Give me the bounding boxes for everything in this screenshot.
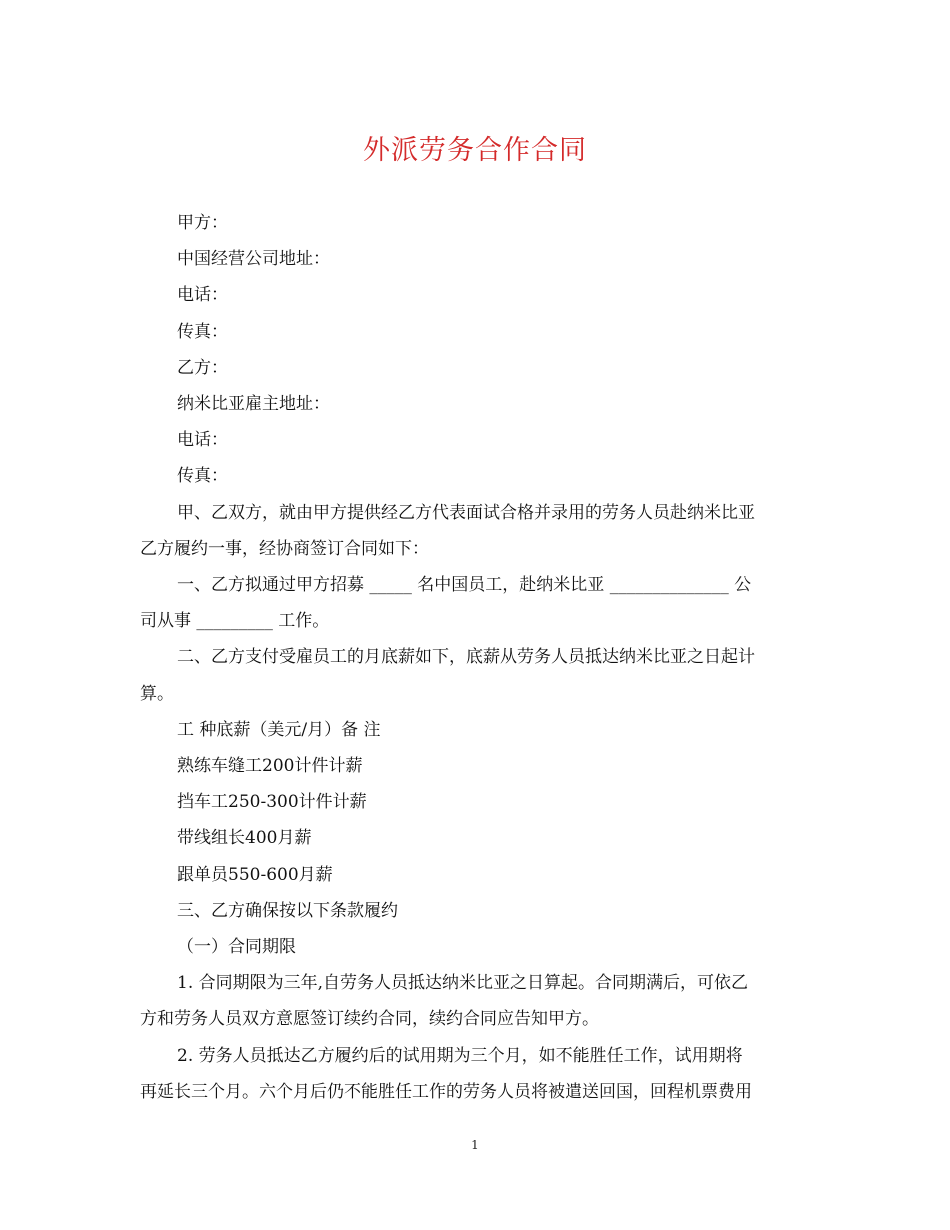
document-line: 甲方： xyxy=(177,213,228,233)
document-line: 方和劳务人员双方意愿签订续约合同，续约合同应告知甲方。 xyxy=(140,1009,599,1030)
page-number: 1 xyxy=(471,1138,479,1152)
document-line: 电话： xyxy=(177,285,228,306)
document-line: 中国经营公司地址： xyxy=(177,249,330,270)
document-line: 跟单员550-600月薪 xyxy=(177,864,333,885)
document-line: 1. 合同期限为三年,自劳务人员抵达纳米比亚之日算起。合同期满后，可依乙 xyxy=(177,973,749,994)
document-body xyxy=(140,205,812,1110)
document-line: 传真： xyxy=(177,321,228,342)
document-line: 司从事 _________ 工作。 xyxy=(140,611,330,632)
document-line: 乙方： xyxy=(177,357,228,378)
document-line: 甲、乙双方，就由甲方提供经乙方代表面试合格并录用的劳务人员赴纳米比亚 xyxy=(177,502,755,523)
document-line: 传真： xyxy=(177,466,228,487)
document-line: 纳米比亚雇主地址： xyxy=(177,394,330,415)
document-line: 再延长三个月。六个月后仍不能胜任工作的劳务人员将被遣送回国，回程机票费用 xyxy=(140,1081,752,1102)
document-line: 一、乙方拟通过甲方招募 _____ 名中国员工，赴纳米比亚 ______________ 公 xyxy=(177,575,752,596)
document-line: 挡车工250-300计件计薪 xyxy=(177,792,367,813)
document-line: 电话： xyxy=(177,430,228,451)
document-line: 算。 xyxy=(140,683,174,704)
document-title: 外派劳务合作合同 xyxy=(363,135,587,166)
document-line: 二、乙方支付受雇员工的月底薪如下，底薪从劳务人员抵达纳米比亚之日起计 xyxy=(177,647,755,668)
document-line: 2. 劳务人员抵达乙方履约后的试用期为三个月，如不能胜任工作，试用期将 xyxy=(177,1045,743,1066)
document-line: 乙方履约一事，经协商签订合同如下： xyxy=(140,538,429,559)
document-line: 三、乙方确保按以下条款履约 xyxy=(177,900,398,921)
document-line: 工 种底薪（美元/月）备 注 xyxy=(177,719,381,740)
document-line: 熟练车缝工200计件计薪 xyxy=(177,756,363,777)
document-line: 带线组长400月薪 xyxy=(177,828,312,849)
document-line: （一）合同期限 xyxy=(177,937,296,958)
